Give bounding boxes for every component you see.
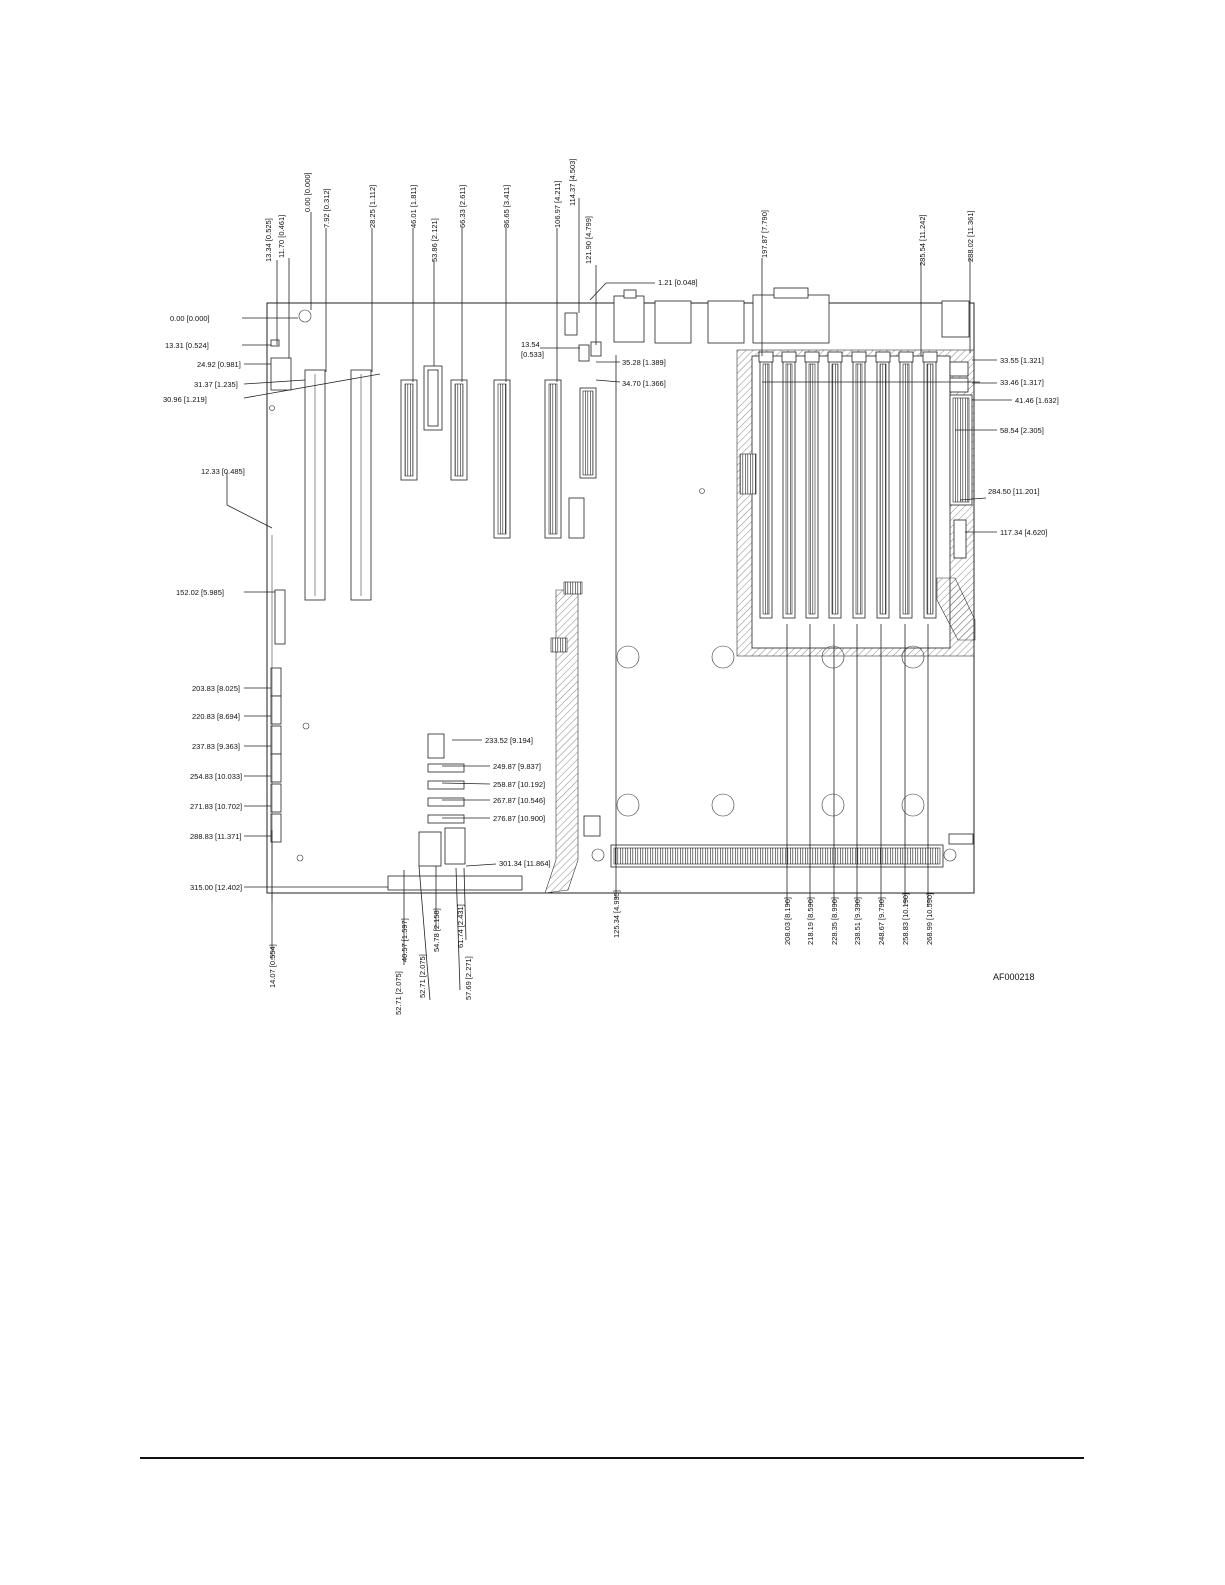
middle-headers: [428, 764, 464, 823]
dimension-label: 24.92 [0.981]: [197, 360, 241, 369]
dimension-label: 13.54: [521, 340, 540, 349]
dimension-label: 248.67 [9.790]: [877, 897, 886, 945]
figure-id: AF000218: [993, 972, 1035, 982]
dimension-label: 30.96 [1.219]: [163, 395, 207, 404]
dimension-label: 41.46 [1.632]: [1015, 396, 1059, 405]
dimension-label: 228.35 [8.990]: [830, 897, 839, 945]
dimension-label: 114.37 [4.503]: [568, 158, 577, 206]
dimension-label: 197.87 [7.790]: [760, 210, 769, 258]
leader-line: [590, 283, 606, 300]
dimension-label: 33.46 [1.317]: [1000, 378, 1044, 387]
dimm-latch: [805, 352, 819, 362]
dimm-latch: [923, 352, 937, 362]
front-panel-header: [271, 358, 291, 390]
dimension-label: 208.03 [8.190]: [783, 897, 792, 945]
dimension-label: 258.87 [10.192]: [493, 780, 546, 789]
dimension-label: 285.54 [11.242]: [918, 214, 927, 266]
dimm-latch: [828, 352, 842, 362]
dimension-label: 33.55 [1.321]: [1000, 356, 1044, 365]
dimm-latch: [852, 352, 866, 362]
fan-header: [271, 726, 281, 754]
dimension-label: 13.34 [0.525]: [264, 218, 273, 262]
dimension-label: 249.87 [9.837]: [493, 762, 541, 771]
dimension-label: [0.533]: [521, 350, 544, 359]
pci-slots: [305, 370, 371, 600]
dimension-label: 125.34 [4.935]: [612, 890, 621, 938]
dimension-label: 203.83 [8.025]: [192, 684, 240, 693]
dimension-label: 268.99 [10.590]: [925, 892, 934, 945]
dimension-label: 35.28 [1.389]: [622, 358, 666, 367]
dimension-label: 52.71 [2.075]: [418, 954, 427, 998]
dimension-label: 61.74 [2.431]: [456, 904, 465, 948]
dimm-slot-pins: [903, 364, 909, 614]
dimension-label: 233.52 [9.194]: [485, 736, 533, 745]
dimm-latch: [759, 352, 773, 362]
dimension-label: 46.01 [1.811]: [409, 184, 418, 228]
dimm-slot-pins: [880, 364, 886, 614]
dimension-label: 258.83 [10.190]: [901, 892, 910, 945]
dimension-label: 284.50 [11.201]: [988, 487, 1040, 496]
dimension-label: 58.54 [2.305]: [1000, 426, 1044, 435]
dimension-label: 13.31 [0.524]: [165, 341, 209, 350]
rear-io-connectors: [299, 288, 969, 343]
dimension-label: 267.87 [10.546]: [493, 796, 546, 805]
dimm-latch: [782, 352, 796, 362]
dimension-label: 220.83 [8.694]: [192, 712, 240, 721]
dimension-label: 301.34 [11.864]: [499, 859, 551, 868]
dimm-slot-pins: [927, 364, 933, 614]
dimension-label: 31.37 [1.235]: [194, 380, 238, 389]
footer-rule: [140, 1457, 1084, 1459]
dimension-label: 11.70 [0.461]: [277, 214, 286, 258]
fan-header: [271, 696, 281, 724]
dimension-label: 40.57 [1.597]: [400, 918, 409, 962]
dimension-label: 238.51 [9.390]: [853, 897, 862, 945]
dimm-slot-pins: [763, 364, 769, 614]
dimm-latch: [876, 352, 890, 362]
dimension-label: 1.21 [0.048]: [658, 278, 698, 287]
pcie-slots: [401, 366, 561, 538]
dimension-label: 0.00 [0.000]: [170, 314, 210, 323]
internal-header: [428, 815, 464, 823]
leader-line: [596, 380, 620, 382]
dimension-label: 288.83 [11.371]: [190, 832, 242, 841]
dimm-slot-pins: [856, 364, 862, 614]
dimension-label: 315.00 [12.402]: [190, 883, 243, 892]
dimm-slot-pins: [786, 364, 792, 614]
dimension-label: 34.70 [1.366]: [622, 379, 666, 388]
dimm-slot-pins: [809, 364, 815, 614]
dimension-label: 66.33 [2.611]: [458, 184, 467, 228]
dimension-label: 52.71 [2.075]: [394, 971, 403, 1015]
fan-header: [271, 784, 281, 812]
dimension-label: 28.25 [1.112]: [368, 184, 377, 228]
dimension-label: 12.33 [0.485]: [201, 467, 245, 476]
dimension-label: 254.83 [10.033]: [190, 772, 243, 781]
dimension-label: 53.86 [2.121]: [430, 218, 439, 262]
dimm-latch: [899, 352, 913, 362]
dimension-label: 7.92 [0.312]: [322, 188, 331, 228]
leader-line: [227, 505, 272, 528]
internal-header: [428, 764, 464, 772]
dimension-label: 117.34 [4.620]: [1000, 528, 1048, 537]
dimension-label: 276.87 [10.900]: [493, 814, 546, 823]
dimm-slot-pins: [832, 364, 838, 614]
dimension-label: 237.83 [9.363]: [192, 742, 240, 751]
fan-header: [271, 814, 281, 842]
dimension-label: 121.90 [4.799]: [584, 216, 593, 264]
fan-header: [271, 754, 281, 782]
dimension-label: 152.02 [5.985]: [176, 588, 224, 597]
dimension-label: 271.83 [10.702]: [190, 802, 243, 811]
dimension-label: 86.65 [3.411]: [502, 184, 511, 228]
leader-line: [466, 864, 496, 866]
left-edge-connectors: [271, 668, 281, 842]
dimension-label: 14.07 [0.554]: [268, 944, 277, 988]
dimension-label: 218.19 [8.590]: [806, 897, 815, 945]
fan-header: [271, 668, 281, 696]
dimension-label: 0.00 [0.000]: [303, 172, 312, 212]
dimension-label: 106.97 [4.211]: [553, 180, 562, 228]
dimension-label: 57.69 [2.271]: [464, 956, 473, 1000]
internal-header: [428, 798, 464, 806]
internal-header: [428, 781, 464, 789]
dimension-label: 54.78 [2.158]: [432, 908, 441, 952]
dimension-label: 288.02 [11.361]: [966, 210, 975, 262]
